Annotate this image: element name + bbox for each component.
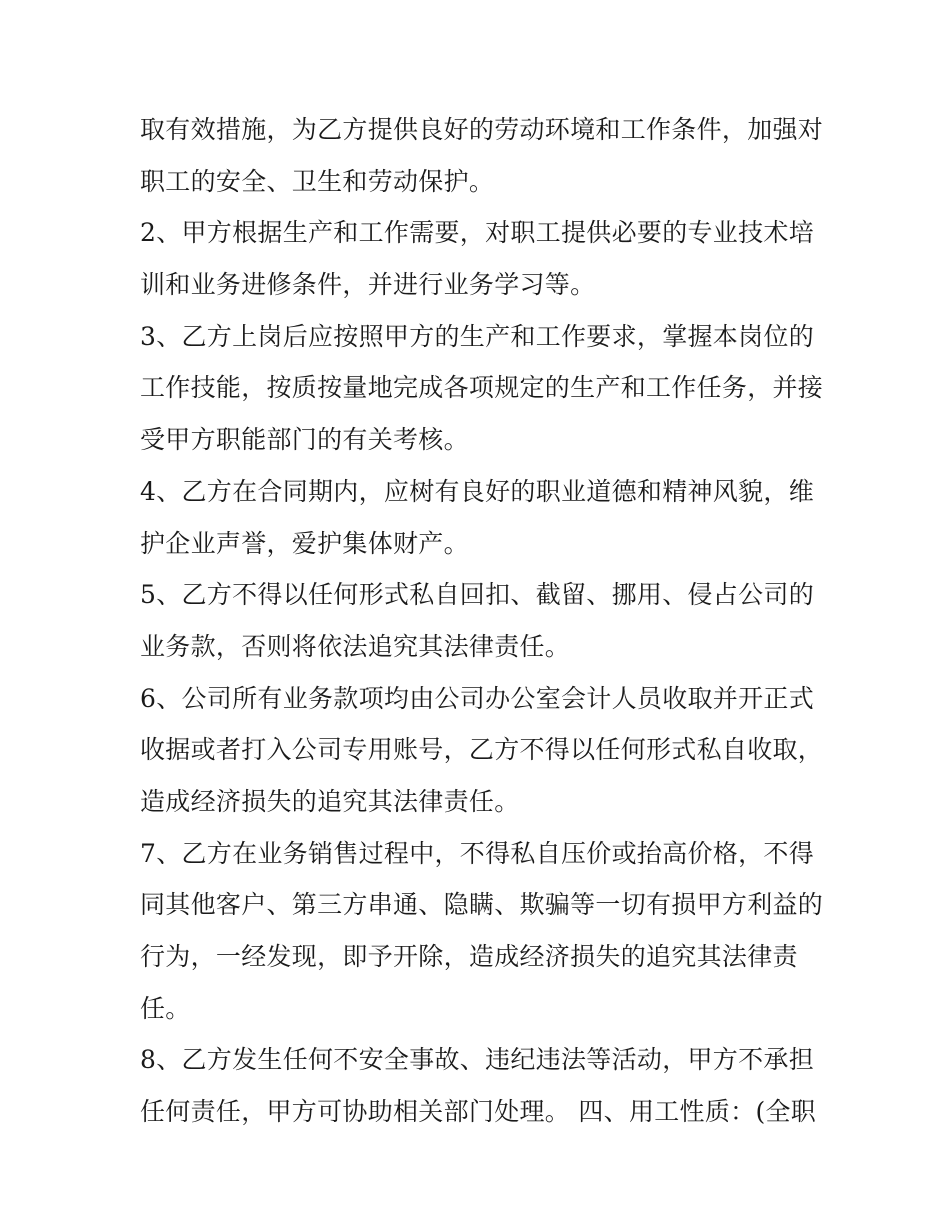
text-line: 造成经济损失的追究其法律责任。 (140, 786, 520, 816)
text-line: 训和业务进修条件，并进行业务学习等。 (140, 270, 596, 300)
text-line: 同其他客户、第三方串通、隐瞒、欺骗等一切有损甲方利益的 (140, 890, 824, 920)
text-line: 3、乙方上岗后应按照甲方的生产和工作要求，掌握本岗位的 (140, 321, 815, 351)
text-line: 护企业声誉，爱护集体财产。 (140, 528, 469, 558)
text-line: 收据或者打入公司专用账号，乙方不得以任何形式私自收取， (140, 735, 824, 765)
text-line: 职工的安全、卫生和劳动保护。 (140, 166, 495, 196)
text-line: 行为，一经发现，即予开除，造成经济损失的追究其法律责 (140, 942, 798, 971)
text-line: 7、乙方在业务销售过程中，不得私自压价或抬高价格，不得 (140, 838, 815, 868)
text-line: 受甲方职能部门的有关考核。 (140, 425, 469, 455)
document-body (140, 108, 824, 1142)
text-line: 5、乙方不得以任何形式私自回扣、截留、挪用、侵占公司的 (140, 580, 815, 610)
text-line: 任何责任，甲方可协助相关部门处理。 四、用工性质：(全职 (140, 1097, 817, 1127)
text-line: 4、乙方在合同期内，应树有良好的职业道德和精神风貌，维 (140, 476, 815, 506)
text-line: 6、公司所有业务款项均由公司办公室会计人员收取并开正式 (140, 683, 815, 713)
text-line: 8、乙方发生任何不安全事故、违纪违法等活动，甲方不承担 (140, 1045, 815, 1075)
text-line: 任。 (140, 993, 191, 1023)
text-line: 2、甲方根据生产和工作需要，对职工提供必要的专业技术培 (140, 218, 815, 248)
text-line: 业务款，否则将依法追究其法律责任。 (140, 631, 571, 661)
text-line: 取有效措施，为乙方提供良好的劳动环境和工作条件，加强对 (140, 115, 824, 144)
text-line: 工作技能，按质按量地完成各项规定的生产和工作任务，并接 (140, 373, 824, 403)
